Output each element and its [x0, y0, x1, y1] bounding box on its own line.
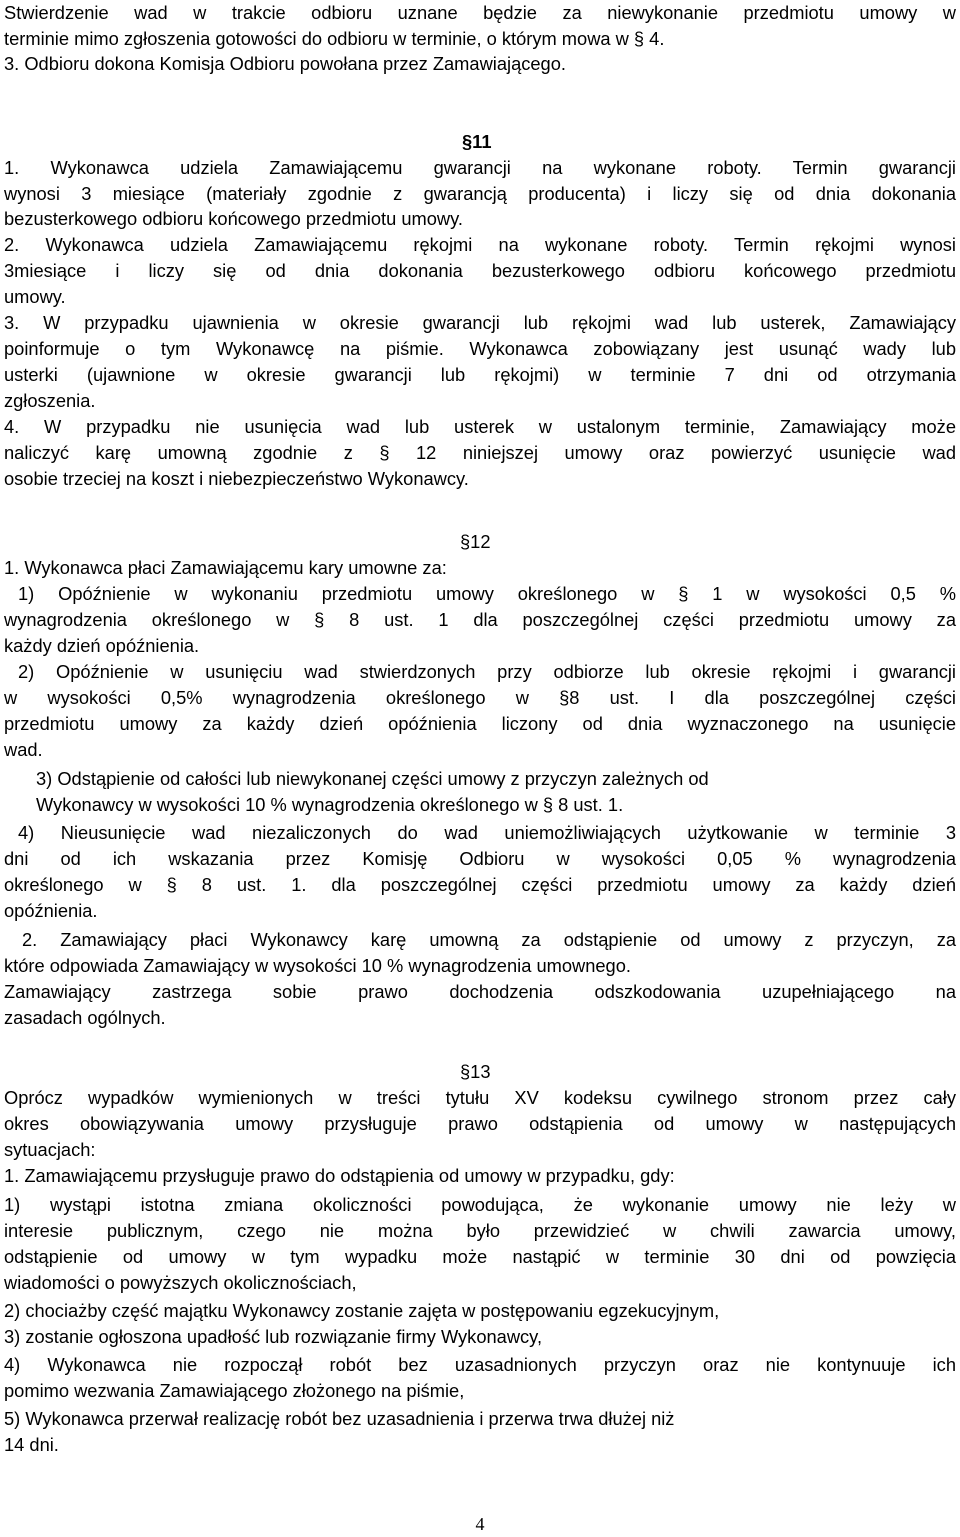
text-line: opóźnienia.: [4, 900, 98, 921]
text-line: wiadomości o powyższych okolicznościach,: [4, 1272, 357, 1293]
text-line: zasadach ogólnych.: [4, 1007, 166, 1028]
text-line: 2. Wykonawca udziela Zamawiającemu rękojmi na wykonane roboty. Termin rękojmi wynosi: [4, 234, 956, 255]
text-line: Stwierdzenie wad w trakcie odbioru uznane będzie za niewykonanie przedmiotu umowy w: [4, 2, 956, 23]
text-line: 4. W przypadku nie usunięcia wad lub usterek w ustalonym terminie, Zamawiający może: [4, 416, 956, 437]
text-line: wad.: [4, 739, 43, 760]
text-line: Wykonawcy w wysokości 10 % wynagrodzenia określonego w § 8 ust. 1.: [36, 794, 624, 815]
text-line: 1. Wykonawca płaci Zamawiającemu kary umowne za:: [4, 557, 447, 578]
text-line: Oprócz wypadków wymienionych w treści tytułu XV kodeksu cywilnego stronom przez cały: [4, 1087, 956, 1108]
text-line: wynagrodzenia określonego w § 8 ust. 1 dla poszczególnej części przedmiotu umowy za: [4, 609, 956, 630]
text-line: przedmiotu umowy za każdy dzień opóźnienia liczony od dnia wyznaczonego na usunięcie: [4, 713, 956, 734]
text-line: określonego w § 8 ust. 1. dla poszczególnej części przedmiotu umowy za każdy dzień: [4, 874, 956, 895]
text-line: usterki (ujawnione w okresie gwarancji lub rękojmi) w terminie 7 dni od otrzymania: [4, 364, 956, 385]
text-line: każdy dzień opóźnienia.: [4, 635, 200, 656]
text-line: które odpowiada Zamawiający w wysokości 10 % wynagrodzenia umownego.: [4, 955, 631, 976]
text-line: wynosi 3 miesiące (materiały zgodnie z gwarancją producenta) i liczy się od dnia dokonania: [4, 183, 956, 204]
text-line: pomimo wezwania Zamawiającego złożonego na piśmie,: [4, 1380, 465, 1401]
text-line: 2. Zamawiający płaci Wykonawcy karę umowną za odstąpienie od umowy z przyczyn, za: [22, 929, 956, 950]
text-line: 2) chociażby część majątku Wykonawcy zostanie zajęta w postępowaniu egzekucyjnym,: [4, 1300, 720, 1321]
text-line: okres obowiązywania umowy przysługuje prawo odstąpienia od umowy w następujących: [4, 1113, 956, 1134]
text-line: Zamawiający zastrzega sobie prawo dochodzenia odszkodowania uzupełniającego na: [4, 981, 956, 1002]
page-number: 4: [475, 1514, 485, 1534]
section-heading-13: §13: [460, 1061, 491, 1082]
text-line: odstąpienie od umowy w tym wypadku może nastąpić w terminie 30 dni od powzięcia: [4, 1246, 956, 1267]
text-line: naliczyć karę umowną zgodnie z § 12 niniejszej umowy oraz powierzyć usunięcie wad: [4, 442, 956, 463]
text-line: bezusterkowego odbioru końcowego przedmiotu umowy.: [4, 208, 463, 229]
text-line: umowy.: [4, 286, 66, 307]
text-line: interesie publicznym, czego nie można było przewidzieć w chwili zawarcia umowy,: [4, 1220, 956, 1241]
text-line: zgłoszenia.: [4, 390, 96, 411]
text-line: 3) zostanie ogłoszona upadłość lub rozwiązanie firmy Wykonawcy,: [4, 1326, 543, 1347]
text-line: osobie trzeciej na koszt i niebezpieczeństwo Wykonawcy.: [4, 468, 469, 489]
text-line: 3miesiące i liczy się od dnia dokonania bezusterkowego odbioru końcowego przedmiotu: [4, 260, 956, 281]
text-line: w wysokości 0,5% wynagrodzenia określonego w §8 ust. I dla poszczególnej części: [4, 687, 956, 708]
text-line: 1) Opóźnienie w wykonaniu przedmiotu umowy określonego w § 1 w wysokości 0,5 %: [18, 583, 956, 604]
text-line: sytuacjach:: [4, 1139, 96, 1160]
section-heading-11: §11: [462, 131, 492, 152]
text-line: 3) Odstąpienie od całości lub niewykonanej części umowy z przyczyn zależnych od: [36, 768, 709, 789]
text-line: terminie mimo zgłoszenia gotowości do odbioru w terminie, o którym mowa w § 4.: [4, 28, 665, 49]
text-line: 1. Wykonawca udziela Zamawiającemu gwarancji na wykonane roboty. Termin gwarancji: [4, 157, 956, 178]
text-line: 4) Nieusunięcie wad niezaliczonych do wad uniemożliwiających użytkowanie w terminie 3: [18, 822, 956, 843]
text-line: 4) Wykonawca nie rozpoczął robót bez uzasadnionych przyczyn oraz nie kontynuuje ich: [4, 1354, 956, 1375]
text-line: 1. Zamawiającemu przysługuje prawo do odstąpienia od umowy w przypadku, gdy:: [4, 1165, 675, 1186]
text-line: dni od ich wskazania przez Komisję Odbioru w wysokości 0,05 % wynagrodzenia: [4, 848, 956, 869]
text-line: 1) wystąpi istotna zmiana okoliczności powodująca, że wykonanie umowy nie leży w: [4, 1194, 956, 1215]
text-line: 3. W przypadku ujawnienia w okresie gwarancji lub rękojmi wad lub usterek, Zamawiający: [4, 312, 956, 333]
text-line: 2) Opóźnienie w usunięciu wad stwierdzonych przy odbiorze lub okresie rękojmi i gwarancji: [18, 661, 956, 682]
text-line: 14 dni.: [4, 1434, 59, 1455]
text-line: poinformuje o tym Wykonawcę na piśmie. Wykonawca zobowiązany jest usunąć wady lub: [4, 338, 956, 359]
text-line: 3. Odbioru dokona Komisja Odbioru powołana przez Zamawiającego.: [4, 53, 566, 74]
section-heading-12: §12: [460, 531, 491, 552]
text-line: 5) Wykonawca przerwał realizację robót bez uzasadnienia i przerwa trwa dłużej niż: [4, 1408, 675, 1429]
